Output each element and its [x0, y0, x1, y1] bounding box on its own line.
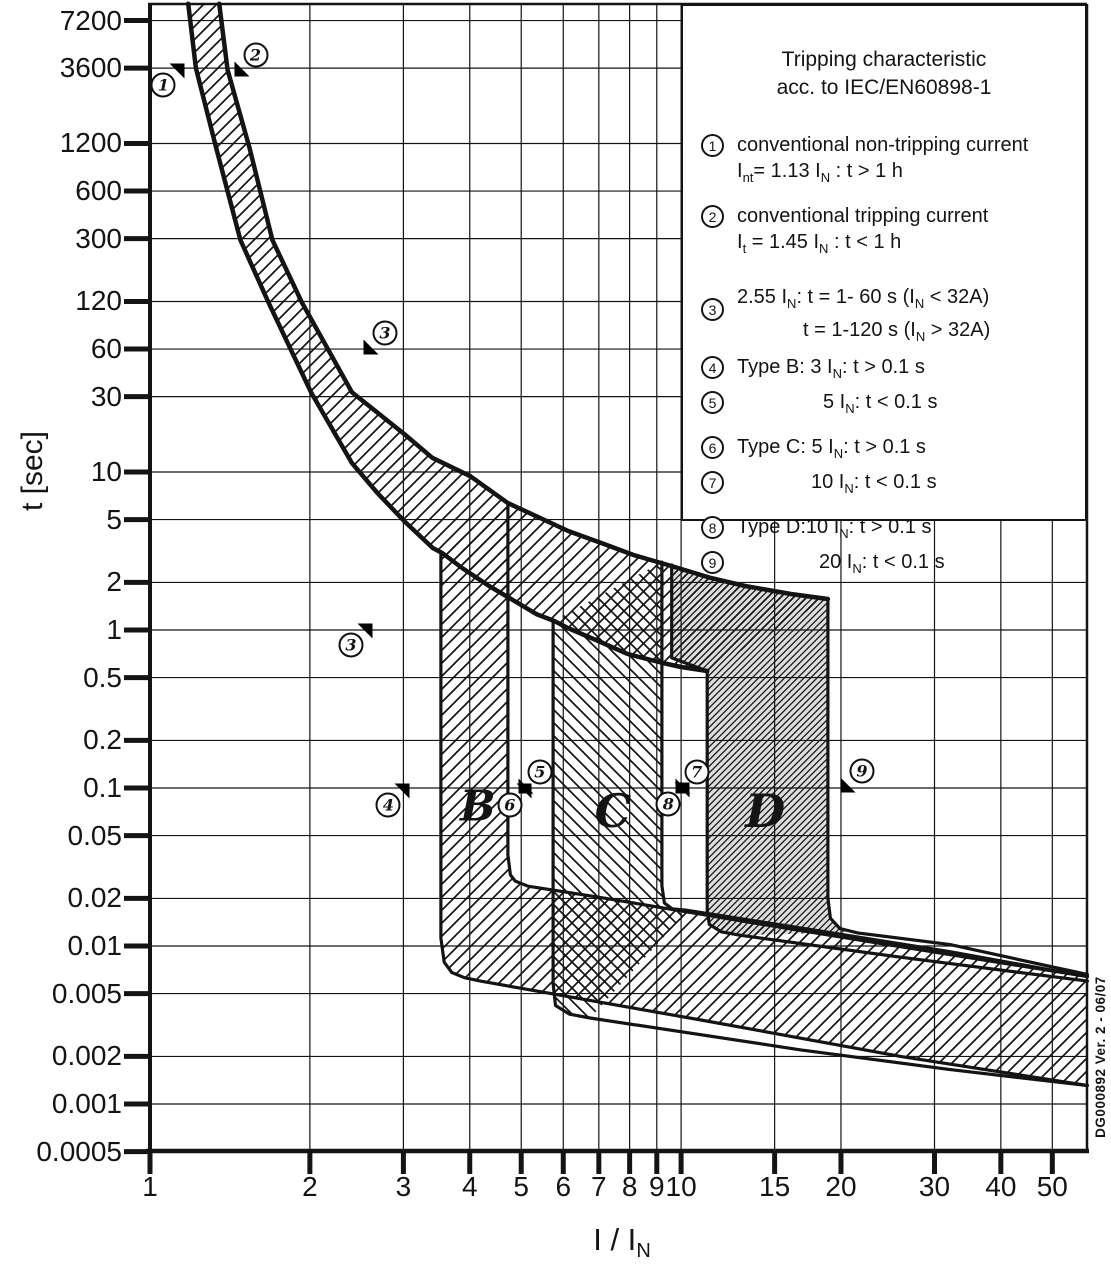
marker-1: [151, 73, 176, 98]
legend-item-5: [683, 389, 1085, 422]
y-tick-label: 7200: [59, 4, 122, 36]
legend-item-number: 2: [701, 205, 724, 228]
x-tick-label: 50: [1036, 1171, 1068, 1202]
legend-item-line: Type B: 3 $I_N$: t > 0.1 s: [737, 356, 925, 381]
y-tick-label: 30: [90, 380, 122, 412]
legend-item-line: conventional non-tripping current: [737, 134, 1029, 156]
marker-number: 9: [849, 759, 874, 784]
x-tick-label: 20: [825, 1171, 857, 1202]
legend-item-9: [683, 549, 1085, 582]
legend-item-text: [737, 132, 1028, 191]
legend-item-3: [683, 284, 1085, 350]
marker-number: 1: [151, 73, 176, 98]
y-tick-label: 1200: [59, 127, 122, 159]
marker-2: [243, 42, 268, 67]
y-tick-label: 0.05: [67, 819, 122, 851]
legend-item-number: 3: [701, 298, 724, 321]
legend-item-4: [683, 354, 1085, 387]
y-tick-label: 3600: [59, 52, 122, 84]
legend-item-7: [683, 469, 1085, 502]
legend-item-text: [737, 469, 937, 502]
legend-item-text: [737, 284, 990, 350]
legend-item-number: 9: [701, 551, 724, 574]
type-b-label: B: [459, 781, 496, 831]
x-tick-label: 10: [665, 1171, 697, 1202]
legend-item-number: 8: [701, 516, 724, 539]
marker-3: [338, 633, 363, 658]
marker-4: [376, 792, 401, 817]
marker-number: 8: [656, 792, 681, 817]
y-tick-label: 300: [75, 222, 122, 254]
legend-item-number: 6: [701, 436, 724, 459]
legend-title-line2: acc. to IEC/EN60898-1: [776, 76, 992, 99]
y-tick-label: 60: [90, 333, 122, 365]
x-tick-label: 7: [591, 1171, 607, 1202]
marker-8: [656, 792, 681, 817]
y-axis-title: t [sec]: [16, 430, 49, 512]
marker-number: 6: [497, 792, 522, 817]
legend-item-line: 2.55 $I_N$: t = 1- 60 s $(I_N < 32A)$: [737, 286, 990, 311]
x-tick-label: 30: [918, 1171, 951, 1202]
marker-number: 4: [376, 792, 401, 817]
y-tick-label: 5: [106, 503, 122, 535]
y-tick-label: 0.001: [51, 1088, 122, 1119]
legend-item-number: 5: [701, 391, 724, 414]
marker-6: [497, 792, 522, 817]
y-tick-label: 10: [90, 456, 122, 487]
y-tick-label: 0.0005: [36, 1135, 122, 1167]
x-tick-label: 9: [649, 1171, 665, 1202]
y-tick-label: 1: [106, 614, 122, 645]
legend-item-line: conventional tripping current: [737, 205, 989, 227]
legend-title-line1: Tripping characteristic: [781, 48, 987, 71]
x-tick-label: 4: [461, 1171, 478, 1202]
x-tick-label: 15: [759, 1171, 791, 1202]
type-c-label: C: [594, 784, 632, 839]
legend-item-number: 4: [701, 356, 724, 379]
legend-item-text: [737, 389, 937, 422]
marker-number: 3: [338, 633, 363, 658]
y-tick-label: 0.5: [83, 661, 122, 693]
y-tick-label: 600: [75, 175, 122, 207]
marker-9: [849, 759, 874, 784]
y-tick-label: 2: [106, 566, 122, 598]
legend-title: [683, 46, 1085, 102]
legend-item-line: Type C: 5 $I_N$: t > 0.1 s: [737, 436, 926, 461]
y-tick-label: 0.02: [67, 882, 122, 914]
legend-item-6: [683, 434, 1085, 467]
x-tick-label: 1: [142, 1171, 158, 1202]
y-tick-label: 0.2: [83, 724, 122, 756]
legend-item-line: 10 $I_N$: t < 0.1 s: [811, 471, 937, 496]
x-tick-label: 8: [621, 1171, 638, 1202]
legend-item-line: 5 $I_N$: t < 0.1 s: [823, 391, 938, 416]
legend-item-2: [683, 203, 1085, 262]
legend-item-text: [737, 203, 988, 262]
legend-item-line: $I_{nt}= 1.13$ $I_N$ : t > 1 h: [737, 160, 903, 185]
legend-item-text: [737, 434, 926, 467]
marker-7: [684, 760, 709, 785]
x-tick-label: 40: [985, 1171, 1017, 1202]
x-tick-label: 3: [395, 1171, 412, 1202]
y-tick-label: 0.01: [67, 930, 122, 961]
legend-box: [681, 4, 1087, 576]
legend-item-line: 20 $I_N$: t < 0.1 s: [819, 551, 945, 576]
publication-note: DG000892 Ver. 2 - 06/07: [1093, 976, 1108, 1138]
x-tick-label: 6: [555, 1171, 572, 1202]
legend-item-line: t = 1-120 s $(I_N > 32A)$: [803, 319, 991, 344]
marker-number: 2: [243, 42, 268, 67]
legend-item-text: [737, 514, 932, 547]
y-tick-label: 0.002: [51, 1040, 122, 1072]
d-upper-limit-curve: [828, 599, 1088, 975]
marker-number: 5: [527, 760, 552, 785]
marker-3: [373, 321, 398, 346]
x-axis-title: I / $I_N$: [593, 1222, 651, 1263]
type-d-band-fill: [672, 565, 848, 935]
x-tick-label: 5: [513, 1171, 529, 1202]
type-d-label: D: [745, 784, 786, 839]
legend-item-text: [737, 549, 945, 582]
legend-item-text: [737, 354, 925, 387]
legend-item-1: [683, 132, 1085, 191]
legend-item-8: [683, 514, 1085, 547]
legend-item-number: 1: [701, 134, 724, 157]
marker-number: 7: [684, 760, 709, 785]
x-tick-label: 2: [302, 1171, 318, 1202]
y-tick-label: 0.1: [83, 772, 122, 803]
legend-item-number: 7: [701, 471, 724, 494]
legend-items: [683, 132, 1085, 582]
legend-item-line: $I_t = 1.45$ $I_N$ : t < 1 h: [737, 231, 902, 256]
marker-number: 3: [373, 321, 398, 346]
y-tick-label: 0.005: [51, 977, 122, 1009]
legend-item-line: Type D:10 $I_N$: t > 0.1 s: [737, 516, 932, 541]
marker-5: [527, 760, 552, 785]
y-tick-label: 120: [75, 285, 122, 317]
